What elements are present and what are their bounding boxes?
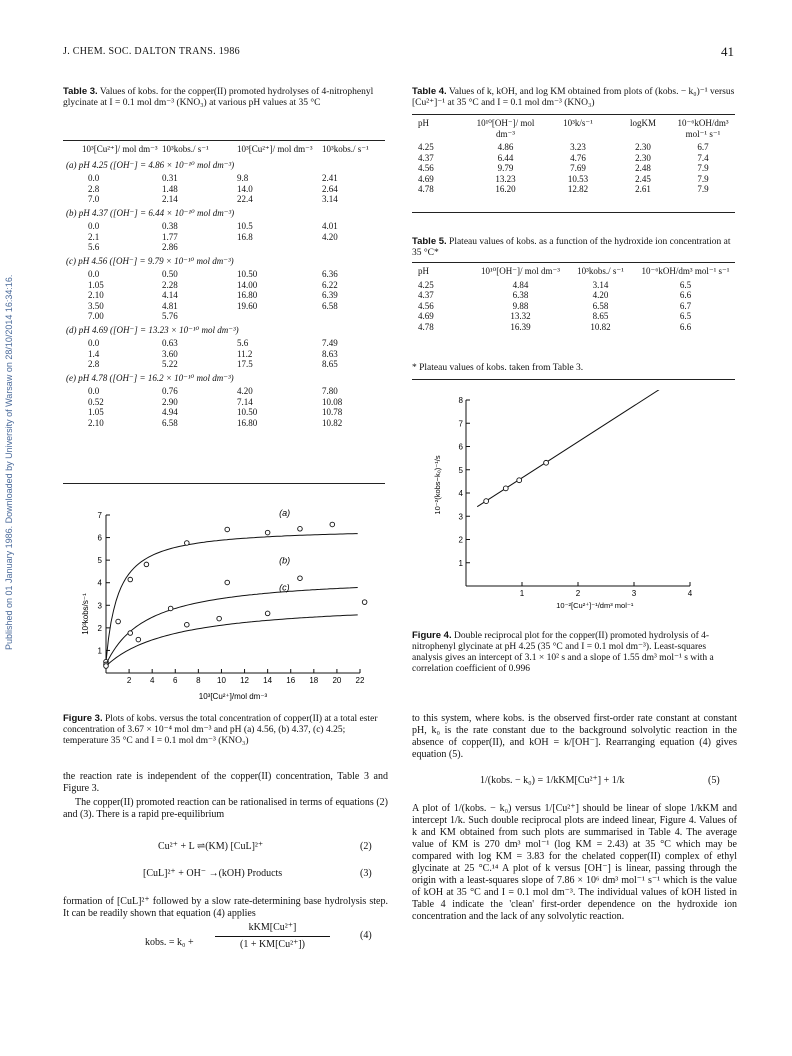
y-tick-label: 4 — [97, 578, 102, 588]
x-tick-label: 22 — [355, 676, 365, 685]
data-point — [484, 499, 489, 504]
data-point — [185, 622, 190, 627]
table3-cell: 17.5 — [237, 359, 253, 369]
table3-header: 10³kobs./ s⁻¹ — [322, 144, 369, 154]
equation-3-number: (3) — [360, 868, 372, 879]
data-point — [544, 460, 549, 465]
table3-cell: 2.10 — [88, 290, 104, 300]
table3-cell: 7.00 — [88, 311, 104, 321]
y-tick-label: 5 — [97, 556, 102, 566]
figure3-chart — [78, 505, 378, 705]
data-point — [144, 562, 149, 567]
table3-cell: 0.0 — [88, 338, 100, 348]
table3-cell: 4.14 — [162, 290, 178, 300]
table3 — [66, 144, 382, 428]
table-row — [82, 349, 372, 360]
table3-cell: 11.2 — [237, 348, 253, 359]
series-curve — [106, 588, 358, 665]
data-point — [298, 576, 303, 581]
data-point — [168, 606, 173, 611]
table5-cell: 4.37 — [418, 290, 434, 300]
table4-cell: 7.9 — [697, 173, 709, 184]
x-tick-label: 18 — [309, 676, 319, 685]
table4-caption — [412, 86, 737, 109]
table4-cell: 4.78 — [418, 184, 434, 194]
table5-label: Table 5. — [412, 236, 447, 247]
table-row — [82, 311, 372, 322]
table5-cell: 6.38 — [512, 290, 529, 300]
table3-cell: 4.20 — [237, 386, 253, 396]
table3-cell — [322, 242, 372, 253]
y-tick-label: 6 — [458, 442, 463, 452]
table5-caption-text: Plateau values of kobs. as a function of the hydroxide ion concentration at 35 °C* — [412, 237, 731, 258]
table5-cell: 4.84 — [512, 279, 529, 290]
table3-cell: 2.90 — [162, 396, 178, 407]
y-tick-label: 6 — [97, 533, 102, 543]
table5-header: 10³kobs./ s⁻¹ — [577, 266, 624, 276]
table3-cell: 2.86 — [162, 242, 178, 252]
table4-cell: 12.82 — [567, 184, 589, 194]
table3-cell: 0.0 — [88, 221, 100, 231]
x-tick-label: 6 — [173, 676, 178, 685]
table5-cell: 10.82 — [590, 321, 611, 332]
table3-cell: 5.76 — [162, 311, 178, 321]
table3-cell: 10.08 — [322, 396, 343, 407]
table4-cell: 2.61 — [635, 184, 651, 194]
data-point — [217, 616, 222, 621]
y-tick-label: 5 — [458, 465, 463, 475]
table3-cell: 10.50 — [237, 269, 258, 279]
data-point — [128, 631, 133, 636]
table4-cell: 9.79 — [497, 163, 514, 173]
series-label: (a) — [279, 508, 291, 519]
equation-5: 1/(kobs. − k₀) = 1/kKM[Cu²⁺] + 1/k — [480, 775, 625, 786]
table3-cell: 7.14 — [237, 396, 253, 407]
table3-cell: 6.58 — [322, 300, 338, 311]
figure3-caption-text: Plots of kobs. versus the total concentration of copper(II) at a total ester concentration of 3.67 × 10⁻⁴ mol dm⁻³ and pH (a) 4.56, (b) 4.37, (c) 4.25; temperature 35 °C and I = 0.1 mol dm⁻³ (KNO₃) — [63, 714, 378, 746]
y-tick-label: 2 — [458, 535, 463, 545]
y-tick-label: 1 — [458, 558, 463, 568]
table3-cell: 8.65 — [322, 359, 338, 369]
table-row — [418, 184, 733, 195]
table3-cell: 0.0 — [88, 173, 100, 183]
table3-cell: 2.41 — [322, 173, 338, 183]
table4-cell: 4.69 — [418, 173, 434, 184]
equation-5-number: (5) — [708, 775, 720, 786]
table3-cell: 1.48 — [162, 183, 178, 194]
table3-cell: 3.50 — [88, 300, 104, 311]
table3-cell: 4.81 — [162, 300, 178, 311]
equation-2-number: (2) — [360, 841, 372, 852]
table5-cell: 6.58 — [592, 300, 609, 311]
table3-section-label: (c) pH 4.56 ([OH⁻] = 9.79 × 10⁻¹⁰ mol dm⁻³) — [66, 255, 234, 266]
table5-cell: 4.25 — [418, 279, 434, 290]
table3-section-label: (e) pH 4.78 ([OH⁻] = 16.2 × 10⁻¹⁰ mol dm⁻³) — [66, 372, 234, 383]
table3-cell: 0.52 — [88, 396, 104, 407]
x-tick-label: 4 — [149, 676, 155, 685]
equation-2: Cu²⁺ + L ⇌(KM) [CuL]²⁺ — [158, 841, 264, 852]
table3-cell: 6.58 — [162, 417, 178, 428]
data-point — [265, 611, 270, 616]
table4-bottom-rule — [412, 212, 735, 213]
data-point — [185, 541, 190, 546]
table3-section-label: (b) pH 4.37 ([OH⁻] = 6.44 × 10⁻¹⁰ mol dm⁻³) — [66, 207, 235, 218]
x-axis-label: 10⁻²[Cu²⁺]⁻¹/dm³ mol⁻¹ — [556, 601, 634, 610]
table3-cell: 4.20 — [322, 231, 338, 242]
x-tick-label: 14 — [263, 676, 273, 685]
series-label: (c) — [279, 582, 290, 593]
table4-cell: 4.56 — [418, 163, 434, 173]
table3-cell: 7.80 — [322, 386, 338, 396]
data-point — [225, 527, 230, 532]
y-tick-label: 7 — [458, 419, 463, 429]
figure4-label: Figure 4. — [412, 630, 452, 641]
table-row — [418, 280, 733, 291]
table3-cell: 0.0 — [88, 386, 100, 396]
table5-cell: 9.88 — [512, 300, 529, 311]
table4-cell: 4.25 — [418, 142, 434, 152]
table3-label: Table 3. — [63, 86, 98, 97]
table5-cell: 6.6 — [679, 290, 692, 300]
table3-cell: 10.50 — [237, 407, 258, 417]
table5-cell: 3.14 — [592, 279, 609, 290]
figure4-caption — [412, 630, 737, 675]
table5-top-rule — [412, 262, 735, 263]
table5-cell: 16.39 — [510, 321, 531, 332]
table3-cell: 2.10 — [88, 417, 104, 428]
table-row — [82, 338, 372, 349]
series-curve — [106, 615, 358, 666]
table-row — [82, 407, 372, 418]
table3-cell: 16.80 — [237, 417, 258, 428]
table-row — [82, 301, 372, 312]
table-row — [82, 290, 372, 301]
table3-cell: 10.5 — [237, 221, 253, 231]
table3-cell: 5.6 — [237, 338, 249, 348]
table-row — [82, 194, 372, 205]
table-row — [82, 232, 372, 243]
table4-cell: 7.69 — [570, 163, 586, 173]
body-right-p1: to this system, where kobs. is the observed first-order rate constant at constant pH, k₀ is the rate constant due to the background solvolytic reaction in the absence of copper(II), and kOH = k/[OH⁻]. Rearranging equation (4) gives equation (5). — [412, 713, 737, 760]
table-row — [82, 418, 372, 429]
y-tick-label: 8 — [458, 396, 463, 405]
table3-cell: 14.00 — [237, 279, 258, 290]
table5-cell: 6.7 — [679, 300, 692, 311]
table3-cell — [237, 242, 322, 253]
table4-cell: 7.4 — [697, 152, 709, 163]
table-row — [418, 142, 733, 153]
table4-cell: 6.44 — [497, 152, 514, 163]
table5-cell: 13.32 — [510, 311, 531, 321]
table-row — [418, 311, 733, 322]
table-row — [418, 163, 733, 174]
table5-cell: 6.6 — [679, 321, 692, 332]
table-row — [418, 301, 733, 312]
x-tick-label: 20 — [332, 676, 342, 685]
x-tick-label: 12 — [240, 676, 249, 685]
table4-cell: 7.9 — [697, 163, 709, 173]
table3-cell: 9.8 — [237, 173, 249, 183]
figure4-chart — [418, 390, 718, 622]
y-tick-label: 3 — [458, 512, 463, 522]
table3-cell: 16.80 — [237, 290, 258, 300]
table3-cell: 1.77 — [162, 231, 178, 242]
table3-cell: 3.14 — [322, 194, 338, 204]
table3-cell: 1.4 — [88, 348, 100, 359]
data-point — [225, 580, 230, 585]
data-point — [265, 530, 270, 535]
table4-header: 10⁻⁶kOH/dm³ mol⁻¹ s⁻¹ — [677, 118, 729, 139]
table-row — [82, 184, 372, 195]
table5-cell: 4.20 — [592, 290, 609, 300]
table4-header: logKM — [629, 118, 656, 128]
table5 — [418, 266, 733, 332]
x-tick-label: 16 — [286, 676, 296, 685]
body-left-p1: the reaction rate is independent of the copper(II) concentration, Table 3 and Figure 3. — [63, 771, 388, 794]
table3-cell: 14.0 — [237, 183, 253, 194]
y-axis-label: 10³kobs/s⁻¹ — [81, 593, 90, 635]
table3-cell: 10.82 — [322, 417, 343, 428]
table-row — [418, 322, 733, 333]
body-left-p3: formation of [CuL]²⁺ followed by a slow rate-determining base hydrolysis step. It can be readily shown that equation (4) applies — [63, 896, 388, 919]
table3-cell: 2.1 — [88, 231, 100, 242]
table4-cell: 16.20 — [495, 184, 516, 194]
table4-cell: 4.86 — [497, 142, 514, 152]
table3-cell: 16.8 — [237, 231, 253, 242]
table-row — [82, 242, 372, 253]
table3-cell: 0.63 — [162, 338, 178, 348]
table-row — [82, 221, 372, 232]
table4-cell: 10.53 — [567, 173, 589, 184]
page-number: 41 — [721, 44, 734, 59]
table3-cell — [322, 311, 372, 322]
x-axis-label: 10³[Cu²⁺]/mol dm⁻³ — [198, 692, 268, 701]
table3-bottom-rule — [63, 483, 385, 484]
data-point — [116, 619, 121, 624]
table4 — [418, 118, 733, 195]
figure4-caption-text: Double reciprocal plot for the copper(II) promoted hydrolysis of 4-nitrophenyl glycinate at pH 4.25 (35 °C and I = 0.1 mol dm⁻³). Least-squares analysis gives an intercept of 3.1 × 10² s and a slope of 1.55 dm³ mol⁻¹ s with a correlation coefficient of 0.996 — [412, 631, 714, 674]
table3-section-label: (d) pH 4.69 ([OH⁻] = 13.23 × 10⁻¹⁰ mol dm⁻³) — [66, 324, 239, 335]
table-row — [82, 280, 372, 291]
x-tick-label: 1 — [519, 589, 525, 598]
body-right-p2: A plot of 1/(kobs. − k₀) versus 1/[Cu²⁺] should be linear of slope 1/kKM and intercept 1/k. Such double reciprocal plots are indeed linear, Figure 4. Values of k and KM obtained from such plots are summarised in Table 4. The average value of KM is 270 dm³ mol⁻¹ (log KM = 2.43) at 35 °C which may be compared with log KM = 3.83 for the chelated copper(II) complex of ethyl glycinate at 25 °C.¹⁴ A plot of k versus [OH⁻] is linear, passing through the origin with a least-squares slope of 7.86 × 10⁶ dm³ mol⁻¹ s⁻¹ which is the value of kOH at 35 °C and I = 0.1 mol dm⁻³. The individual values of kOH listed in Table 4 indicate the 'clean' first-order dependence on the hydroxide ion concentration and the lack of any solvolytic reaction. — [412, 803, 737, 922]
table3-cell: 4.94 — [162, 407, 178, 417]
data-point — [517, 478, 522, 483]
table5-cell: 6.5 — [679, 279, 692, 290]
figure3-label: Figure 3. — [63, 713, 103, 724]
table3-section-label: (a) pH 4.25 ([OH⁻] = 4.86 × 10⁻¹⁰ mol dm⁻³) — [66, 159, 235, 170]
x-tick-label: 4 — [687, 589, 693, 598]
table3-cell: 0.31 — [162, 173, 178, 183]
figure3-caption — [63, 713, 388, 747]
series-label: (b) — [279, 555, 291, 566]
y-tick-label: 3 — [97, 601, 102, 611]
table4-top-rule — [412, 114, 735, 115]
x-tick-label: 8 — [196, 676, 201, 685]
table3-cell: 0.50 — [162, 269, 178, 279]
data-point — [298, 526, 303, 531]
table3-cell: 19.60 — [237, 300, 258, 311]
table4-cell: 7.9 — [697, 184, 709, 194]
table3-cell: 1.05 — [88, 279, 104, 290]
table4-header: 10³k/s⁻¹ — [563, 118, 593, 128]
table3-cell: 2.8 — [88, 359, 100, 369]
table4-header: pH — [418, 118, 429, 128]
table3-header: 10³[Cu²⁺]/ mol dm⁻³ — [237, 144, 313, 154]
x-tick-label: 2 — [575, 589, 581, 598]
table5-cell: 8.65 — [592, 311, 609, 321]
table-row — [82, 359, 372, 370]
data-point — [503, 486, 508, 491]
table4-cell: 2.45 — [635, 173, 651, 184]
table3-cell: 2.64 — [322, 183, 338, 194]
y-tick-label: 2 — [97, 623, 102, 633]
table4-cell: 4.76 — [570, 152, 586, 163]
table4-cell: 2.30 — [635, 152, 651, 163]
equation-4-denominator: (1 + KM[Cu²⁺]) — [239, 939, 306, 950]
table-row — [82, 269, 372, 280]
data-point — [330, 522, 335, 527]
table-row — [418, 153, 733, 164]
equation-4-number: (4) — [360, 930, 372, 941]
equation-4-fraction-bar — [215, 936, 330, 937]
table4-cell: 3.23 — [570, 142, 586, 152]
table3-cell: 6.22 — [322, 279, 338, 290]
table4-caption-text: Values of k, kOH, and log KM obtained from plots of (kobs. − k₀)⁻¹ versus [Cu²⁺]⁻¹ at 35 °C and I = 0.1 mol dm⁻³ (KNO₃) — [412, 87, 735, 108]
table5-cell: 4.56 — [418, 300, 434, 311]
table3-cell: 2.8 — [88, 183, 100, 194]
table3-cell: 4.01 — [322, 221, 338, 231]
table3-cell — [237, 311, 322, 322]
table-row — [82, 397, 372, 408]
x-tick-label: 10 — [217, 676, 226, 685]
y-tick-label: 7 — [97, 511, 102, 520]
table5-cell: 4.78 — [418, 321, 434, 332]
table-row — [82, 173, 372, 184]
y-tick-label: 4 — [458, 489, 463, 498]
table3-cell: 3.60 — [162, 348, 178, 359]
equation-3: [CuL]²⁺ + OH⁻ →(kOH) Products — [143, 868, 283, 879]
y-tick-label: 1 — [97, 646, 102, 656]
table3-cell: 10.78 — [322, 407, 343, 417]
table3-cell: 6.36 — [322, 269, 338, 279]
table4-label: Table 4. — [412, 86, 447, 97]
table5-header: 10¹⁰[OH⁻]/ mol dm⁻³ — [480, 266, 560, 276]
table3-caption — [63, 86, 388, 109]
table5-header: 10⁻⁶kOH/dm³ mol⁻¹ s⁻¹ — [641, 266, 730, 276]
table4-cell: 2.30 — [635, 142, 651, 152]
table5-caption — [412, 236, 737, 259]
table3-cell: 8.63 — [322, 348, 338, 359]
data-point — [104, 664, 109, 669]
table3-header: 10³kobs./ s⁻¹ — [162, 144, 209, 154]
table4-header: 10¹⁰[OH⁻]/ mol dm⁻³ — [476, 118, 535, 139]
table3-cell: 0.76 — [162, 386, 178, 396]
data-point — [136, 637, 141, 642]
data-point — [362, 600, 367, 605]
table4-cell: 13.23 — [495, 173, 516, 184]
table3-cell: 5.22 — [162, 359, 178, 369]
table3-cell: 1.05 — [88, 407, 104, 417]
table3-header: 10³[Cu²⁺]/ mol dm⁻³ — [82, 144, 158, 154]
table3-cell: 2.28 — [162, 279, 178, 290]
running-head: J. CHEM. SOC. DALTON TRANS. 1986 — [63, 46, 240, 57]
table3-cell: 2.14 — [162, 194, 178, 204]
table3-cell: 7.0 — [88, 194, 100, 204]
table-row — [418, 290, 733, 301]
table3-caption-text: Values of kobs. for the copper(II) promoted hydrolyses of 4-nitrophenyl glycinate at I = 0.1 mol dm⁻³ (KNO₃) at various pH values at 35 °C — [63, 87, 374, 108]
table4-cell: 4.37 — [418, 152, 434, 163]
table-row — [82, 386, 372, 397]
table4-cell: 2.48 — [635, 163, 651, 173]
x-tick-label: 2 — [126, 676, 132, 685]
table5-cell: 6.5 — [679, 311, 692, 321]
equation-4-lhs: kobs. = k₀ + — [145, 937, 194, 948]
table3-cell: 0.38 — [162, 221, 178, 231]
table4-cell: 6.7 — [697, 142, 709, 152]
table5-header: pH — [418, 266, 429, 276]
equation-4-numerator: kKM[Cu²⁺] — [248, 922, 297, 933]
table3-top-rule — [63, 140, 385, 141]
table5-cell: 4.69 — [418, 311, 434, 321]
sidebar-note: Published on 01 January 1986. Downloaded by University of Warsaw on 28/10/2014 16:34:16. — [4, 274, 14, 650]
table5-bottom-rule — [412, 379, 735, 380]
table3-cell: 22.4 — [237, 194, 253, 204]
table3-cell: 5.6 — [88, 242, 100, 252]
table3-cell: 0.0 — [88, 269, 100, 279]
data-point — [128, 577, 133, 582]
table3-cell: 6.39 — [322, 290, 338, 300]
x-tick-label: 3 — [631, 589, 637, 598]
table5-footnote: * Plateau values of kobs. taken from Table 3. — [412, 363, 584, 373]
y-axis-label: 10⁻²(kobs−k₀)⁻¹/s — [433, 455, 442, 515]
body-left-p2: The copper(II) promoted reaction can be rationalised in terms of equations (2) and (3). There is a rapid pre-equilibrium — [63, 797, 388, 820]
table3-cell: 7.49 — [322, 338, 338, 348]
download-sidebar — [4, 210, 18, 650]
table-row — [418, 174, 733, 185]
